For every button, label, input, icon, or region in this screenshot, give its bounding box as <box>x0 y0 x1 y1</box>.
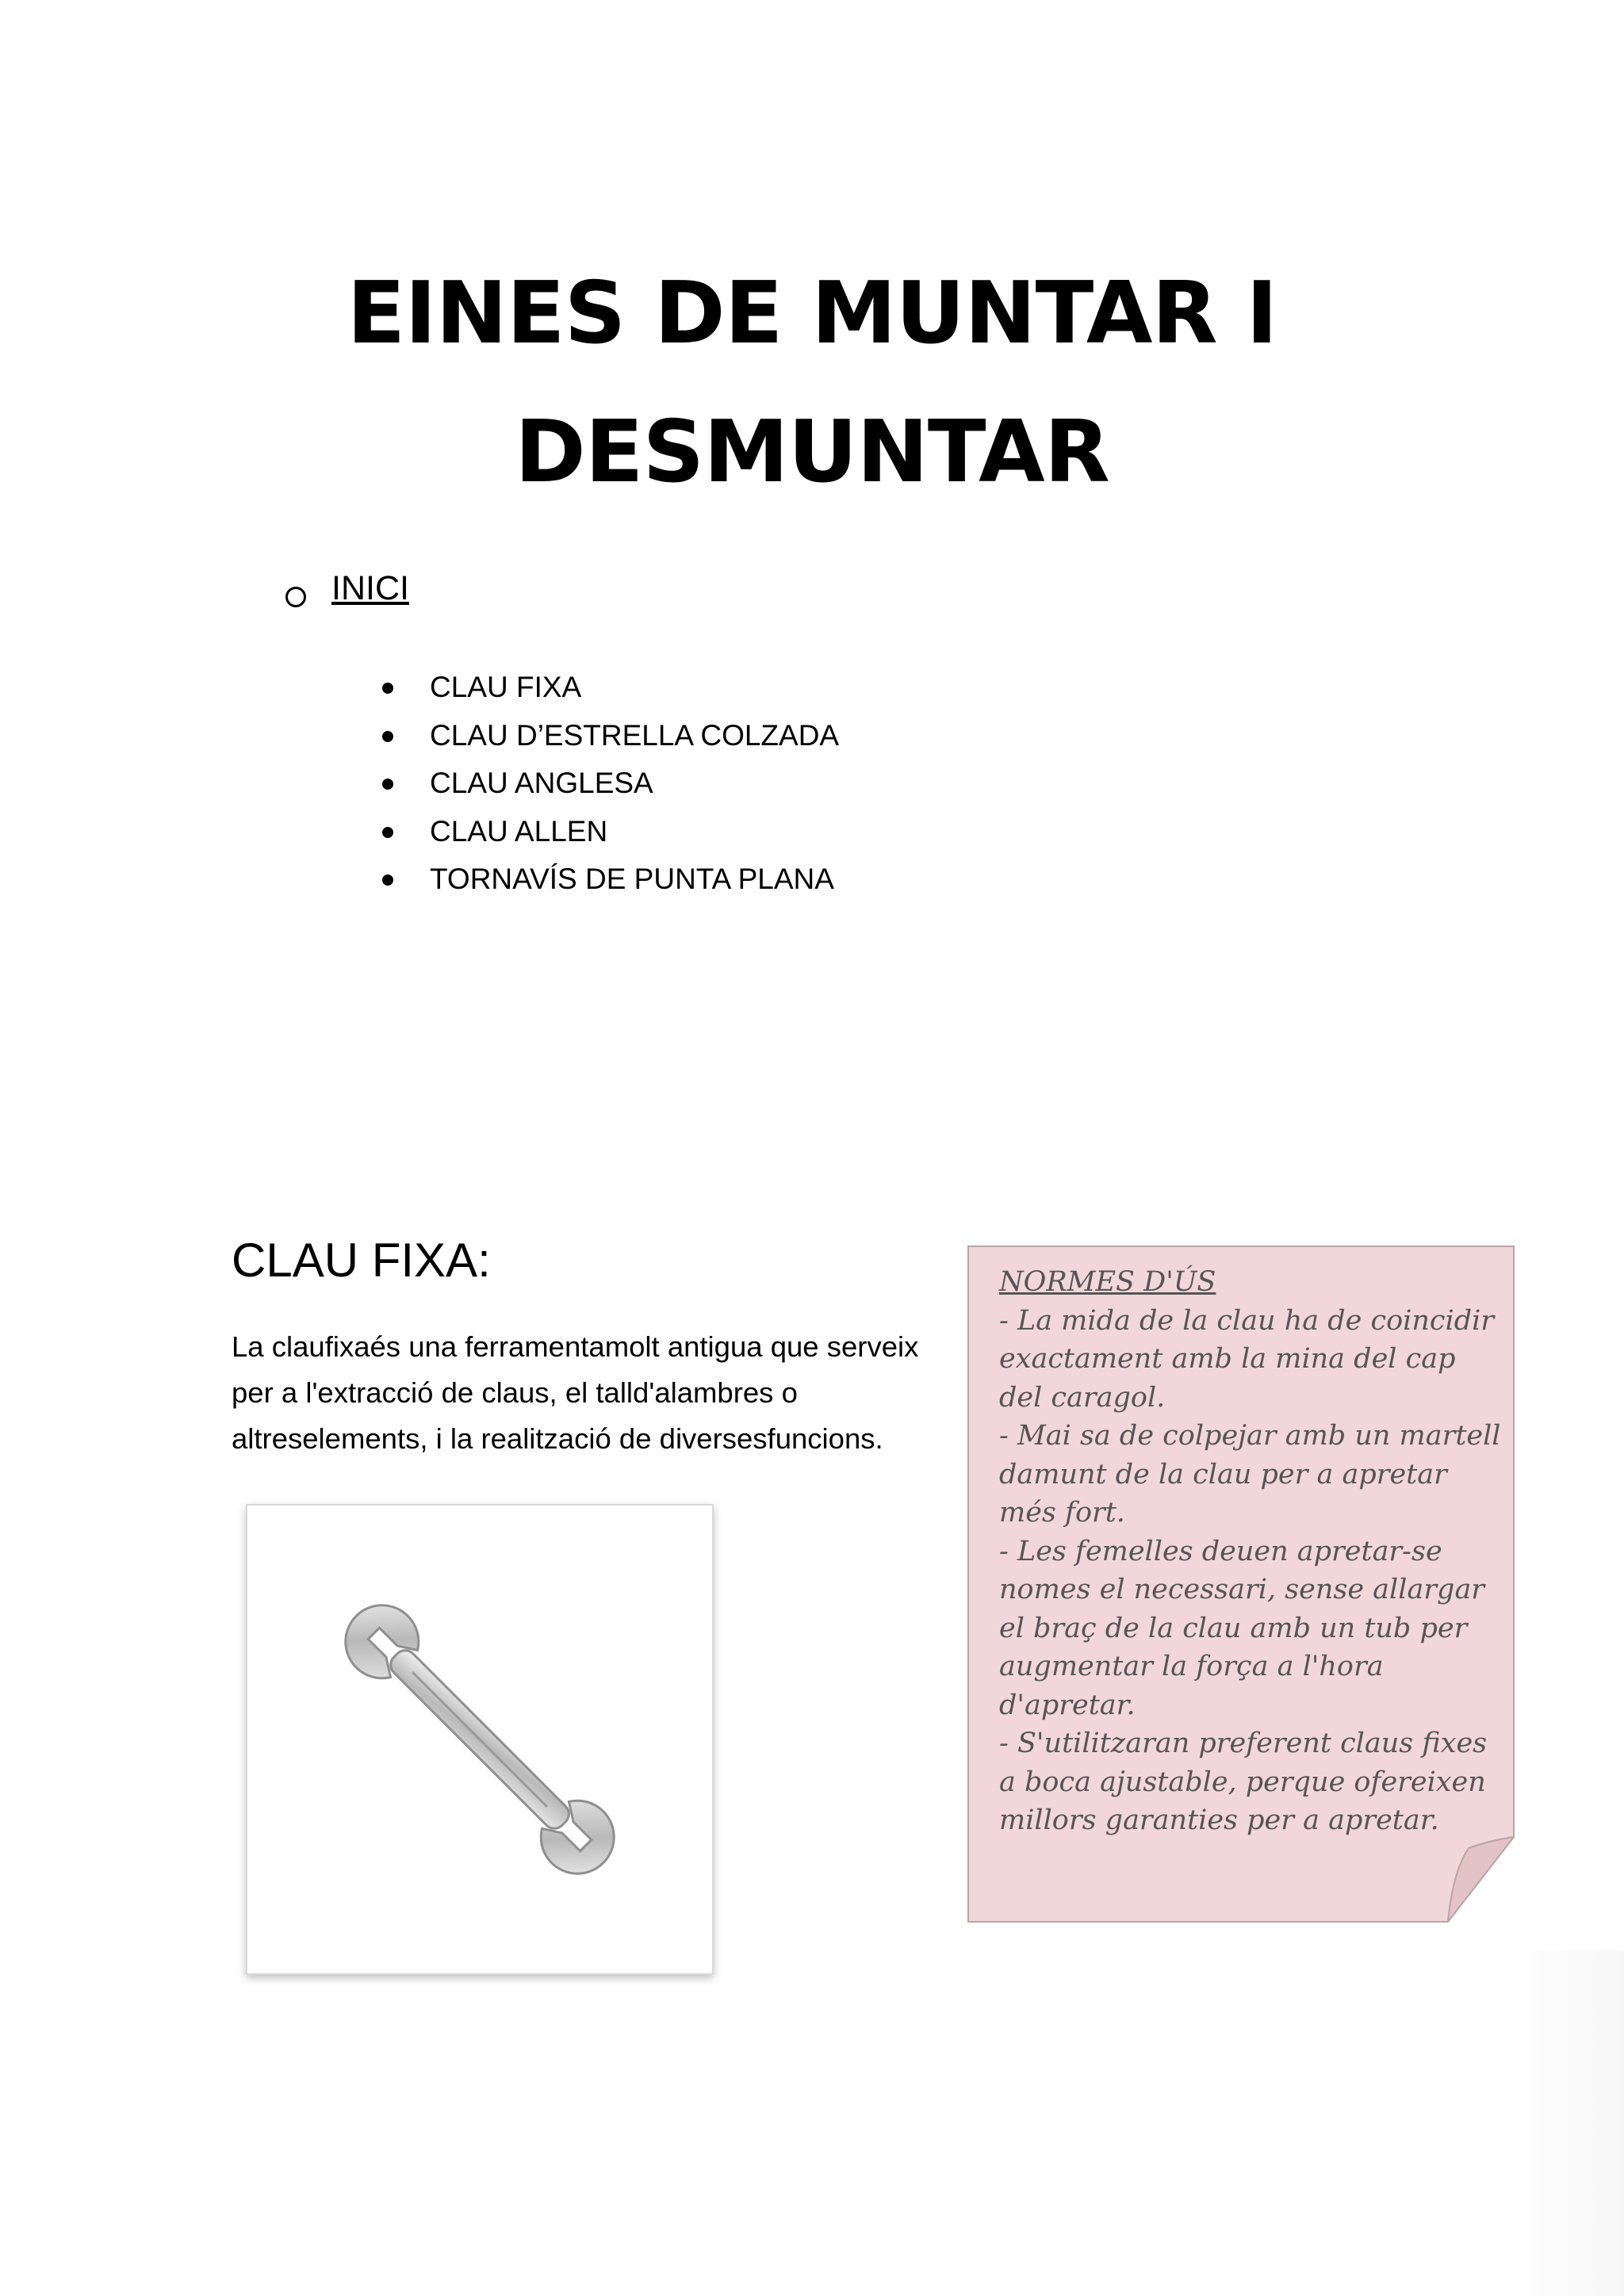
note-rule-2: - Mai sa de colpejar amb un martell damunt de la clau per a apretar més fort. <box>999 1420 1501 1529</box>
toc-item-label: CLAU FIXA <box>430 671 582 703</box>
section-heading: CLAU FIXA: <box>232 1234 491 1287</box>
bullet-icon <box>382 731 393 742</box>
note-rule-4: - S'utilitzaran preferent claus fixes a boca ajustable, perque ofereixen millors garanties per a apretar. <box>999 1728 1488 1836</box>
toc-item-label: CLAU ALLEN <box>430 814 608 848</box>
bullet-icon <box>382 874 393 886</box>
toc-item-clau-allen[interactable] <box>373 812 839 860</box>
toc-item-label: CLAU D’ESTRELLA COLZADA <box>430 718 840 752</box>
note-title: NORMES D'ÚS <box>999 1266 1216 1298</box>
table-of-contents <box>373 668 839 908</box>
wrench-photo <box>246 1504 714 1975</box>
toc-item-clau-fixa[interactable] <box>373 668 839 716</box>
toc-item-tornavis[interactable] <box>373 859 839 908</box>
page-title-line-2: DESMUNTAR <box>515 403 1109 503</box>
page-title-line-1: EINES DE MUNTAR I <box>347 264 1277 364</box>
usage-rules-note <box>967 1246 1515 1923</box>
note-rule-1: - La mida de la clau ha de coincidir exactament amb la mina del cap del caragol. <box>999 1304 1495 1414</box>
bullet-icon <box>382 683 393 694</box>
hollow-bullet-icon <box>285 587 306 607</box>
note-content <box>999 1263 1507 1840</box>
toc-item-label: CLAU ANGLESA <box>430 767 653 799</box>
toc-item-clau-anglesa[interactable] <box>373 763 839 812</box>
page-edge-shade <box>1505 1950 1624 2296</box>
bullet-icon <box>382 827 393 838</box>
note-rule-3: - Les femelles deuen apretar-se nomes el necessari, sense allargar el braç de la clau amb un tub per augmentar la força a l'hora d'apretar. <box>999 1535 1485 1721</box>
bullet-icon <box>382 779 393 790</box>
open-end-wrench-icon <box>247 1506 712 1973</box>
section-description: La claufixaés una ferramentamolt antigua que serveix per a l'extracció de claus, el talld'alambres o altreselements, i la realització de diversesfuncions. <box>232 1330 919 1455</box>
inici-link[interactable]: INICI <box>331 569 409 607</box>
toc-item-clau-estrella[interactable] <box>373 716 839 764</box>
toc-item-label: TORNAVÍS DE PUNTA PLANA <box>430 863 834 895</box>
